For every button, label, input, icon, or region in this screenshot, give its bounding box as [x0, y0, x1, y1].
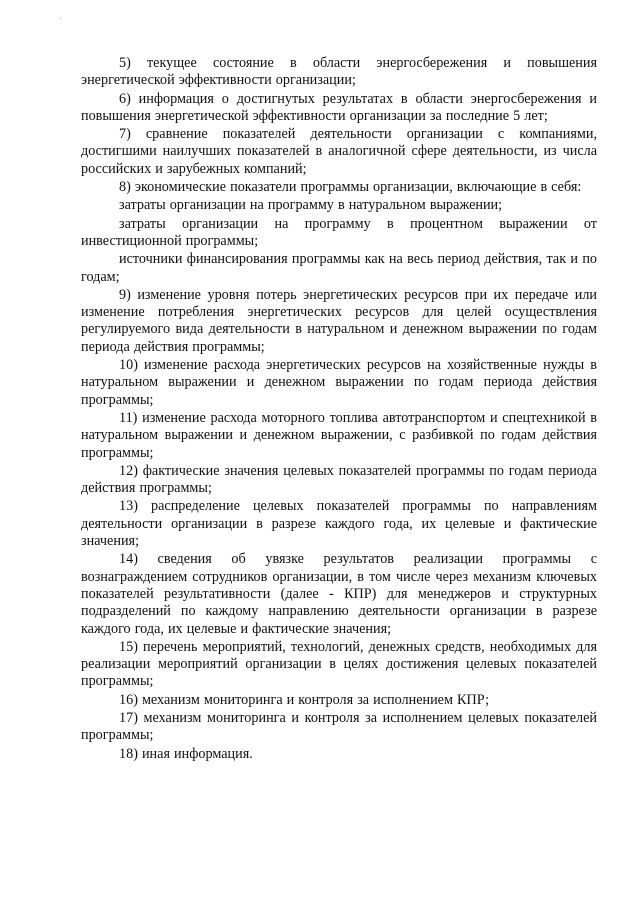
paragraph-item-7: 7) сравнение показателей деятельности организации с компаниями, достигшими наилучших показателей в аналогичной сфере деятельности, из числа российских и зарубежных компаний;: [81, 126, 597, 177]
scan-mark: ': [60, 16, 62, 25]
paragraph-subitem-funding-sources: источники финансирования программы как на весь период действия, так и по годам;: [81, 251, 597, 285]
paragraph-item-11: 11) изменение расхода моторного топлива автотранспортом и спецтехникой в натуральном выражении и денежном выражении, с разбивкой по годам действия программы;: [81, 409, 597, 461]
paragraph-item-13: 13) распределение целевых показателей программы по направлениям деятельности организации в разрезе каждого года, их целевые и фактические значения;: [81, 498, 597, 550]
paragraph-item-15: 15) перечень мероприятий, технологий, денежных средств, необходимых для реализации мероприятий организации в целях достижения целевых показателей программы;: [81, 638, 597, 690]
paragraph-item-14: 14) сведения об увязке результатов реализации программы с вознаграждением сотрудников организации, в том числе через механизм ключевых показателей результативности (далее - КПР) для менеджеров и структурных подразделений по каждому направлению деятельности организации в разрезе каждого года, их целевые и фактические значения;: [81, 551, 597, 637]
paragraph-item-12: 12) фактические значения целевых показателей программы по годам периода действия программы;: [81, 462, 597, 497]
paragraph-subitem-costs-natural: затраты организации на программу в натуральном выражении;: [119, 197, 503, 214]
paragraph-item-17: 17) механизм мониторинга и контроля за исполнением целевых показателей программы;: [81, 709, 597, 744]
document-body: [81, 55, 597, 763]
paragraph-item-5: 5) текущее состояние в области энергосбережения и повышения энергетической эффективности организации;: [81, 55, 597, 89]
paragraph-item-8: 8) экономические показатели программы организации, включающие в себя:: [119, 179, 582, 196]
paragraph-item-16: 16) механизм мониторинга и контроля за исполнением КПР;: [119, 691, 490, 708]
paragraph-item-6: 6) информация о достигнутых результатах в области энергосбережения и повышения энергетической эффективности организации за последние 5 лет;: [81, 90, 597, 124]
paragraph-item-9: 9) изменение уровня потерь энергетических ресурсов при их передаче или изменение потребления энергетических ресурсов для целей осуществления регулируемого вида деятельности в натуральном и денежном выражении по годам периода действия программы;: [81, 286, 597, 355]
paragraph-item-10: 10) изменение расхода энергетических ресурсов на хозяйственные нужды в натуральном выражении и денежном выражении по годам периода действия программы;: [81, 357, 597, 408]
paragraph-subitem-costs-percent: затраты организации на программу в процентном выражении от инвестиционной программы;: [81, 215, 597, 249]
paragraph-item-18: 18) иная информация.: [119, 745, 253, 762]
